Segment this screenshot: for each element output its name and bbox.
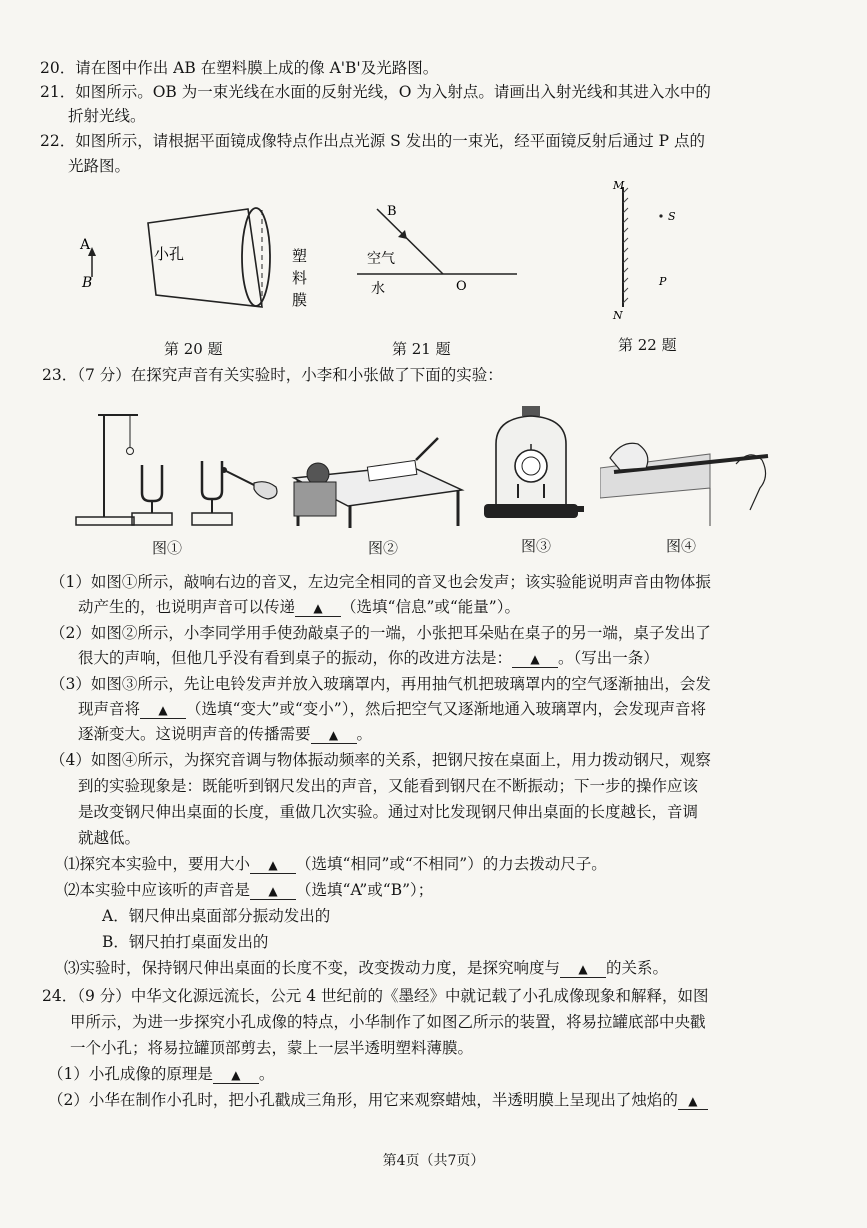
q23-p1-line2: 动产生的，也说明声音可以传递 ▲ （选填“信息”或“能量”）。: [78, 598, 520, 616]
q23-p4-line3: 是改变钢尺伸出桌面的长度，重做几次实验。通过对比发现钢尺伸出桌面的长度越长，音调: [78, 803, 699, 821]
q23-p2-line1: （2）如图②所示，小李同学用手使劲敲桌子的一端，小张把耳朵贴在桌子的另一端，桌子发出了: [50, 624, 711, 642]
q24-p2: （2）小华在制作小孔时，把小孔戳成三角形，用它来观察蜡烛，半透明膜上呈现出了烛焰的 ▲: [48, 1090, 708, 1110]
page-footer: 第4页（共7页）: [382, 1153, 485, 1169]
fig20-label-B: B: [82, 275, 93, 291]
fig20-label-A: A: [80, 237, 91, 253]
fig22-label-S: S: [668, 210, 676, 223]
fig23-2-caption: 图②: [368, 539, 399, 557]
figure-23-4-ruler: [600, 418, 780, 530]
q24-line3: 一个小孔；将易拉罐顶部剪去，蒙上一层半透明塑料薄膜。: [70, 1039, 474, 1057]
fig21-label-O: O: [456, 279, 467, 294]
fig20-film-2: 料: [292, 269, 308, 287]
q23-p4-line1: （4）如图④所示，为探究音调与物体振动频率的关系，把钢尺按在桌面上，用力拨动钢尺，观察: [50, 751, 711, 769]
q23-sub3: ⑶实验时，保持钢尺伸出桌面的长度不变，改变拨动力度，是探究响度与 ▲ 的关系。: [64, 959, 669, 977]
q23-option-a: A．钢尺伸出桌面部分振动发出的: [102, 907, 331, 925]
figure-23-3-bell-jar: [478, 400, 588, 532]
q23-sub1: ⑴探究本实验中，要用大小 ▲ （选填“相同”或“不相同”）的力去拨动尺子。: [64, 855, 607, 873]
can-rim: [242, 208, 270, 306]
q24-p1: （1）小孔成像的原理是 ▲ 。: [48, 1065, 275, 1083]
answer-blank: ▲: [213, 1067, 259, 1084]
fig23-4-caption: 图④: [666, 537, 697, 555]
q23-p3-line1: （3）如图③所示，先让电铃发声并放入玻璃罩内，再用抽气机把玻璃罩内的空气逐渐抽出，会发: [50, 675, 711, 693]
q23-p4-line2: 到的实验现象是：既能听到钢尺发出的声音，又能看到钢尺在不断振动；下一步的操作应该: [78, 777, 699, 795]
fig22-caption: 第 22 题: [618, 336, 677, 354]
q23-p2-line2: 很大的声响，但他几乎没有看到桌子的振动，你的改进方法是： ▲ 。（写出一条）: [78, 649, 659, 667]
figure-20: [70, 195, 330, 320]
q23-option-b: B．钢尺拍打桌面发出的: [102, 933, 269, 951]
q22-line2: 光路图。: [68, 157, 131, 175]
bell-icon: [515, 450, 547, 482]
q23-p1-line1: （1）如图①所示，敲响右边的音叉，左边完全相同的音叉也会发声；该实验能说明声音由物体振: [50, 573, 711, 591]
q23-p4-line4: 就越低。: [78, 829, 141, 847]
answer-blank: ▲: [311, 727, 357, 744]
fig20-caption: 第 20 题: [164, 340, 223, 358]
fig21-water-label: 水: [371, 281, 385, 297]
fig22-label-N: N: [613, 309, 623, 322]
answer-blank: ▲: [250, 883, 296, 900]
fig21-label-B: B: [387, 204, 397, 219]
answer-blank: ▲: [678, 1093, 708, 1110]
q24-line2: 甲所示，为进一步探究小孔成像的特点，小华制作了如图乙所示的装置，将易拉罐底部中央戳: [70, 1013, 706, 1031]
figure-23-2-table: [290, 430, 475, 530]
fig20-film-1: 塑: [292, 247, 308, 265]
q21-line2: 折射光线。: [68, 107, 146, 125]
fig20-hole-label: 小孔: [154, 245, 185, 263]
fig21-air-label: 空气: [367, 251, 395, 267]
fig23-1-caption: 图①: [152, 539, 183, 557]
answer-blank: ▲: [560, 961, 606, 978]
figure-22: [595, 175, 705, 325]
q23-p3-line3: 逐渐变大。这说明声音的传播需要 ▲ 。: [78, 725, 373, 743]
q23-intro: 23．（7 分）在探究声音有关实验时，小李和小张做了下面的实验：: [42, 366, 503, 384]
fig22-label-M: M: [613, 179, 625, 192]
figure-23-1-tuning-forks: [70, 405, 285, 530]
q23-sub2: ⑵本实验中应该听的声音是 ▲ （选填“A”或“B”）；: [64, 881, 434, 899]
figure-21: [355, 195, 530, 305]
q24-line1: 24．（9 分）中华文化源远流长，公元 4 世纪前的《墨经》中就记载了小孔成像现象和解释，如图: [42, 987, 709, 1005]
fig22-label-P: P: [659, 275, 667, 288]
fig23-3-caption: 图③: [521, 537, 552, 555]
point-s: [659, 214, 662, 217]
q20-text: 20．请在图中作出 AB 在塑料膜上成的像 A'B'及光路图。: [40, 59, 439, 77]
q21-line1: 21．如图所示。OB 为一束光线在水面的反射光线，O 为入射点。请画出入射光线和其进入水中的: [40, 83, 711, 101]
fig21-caption: 第 21 题: [392, 340, 451, 358]
answer-blank: ▲: [250, 857, 296, 874]
fig20-film-3: 膜: [292, 291, 308, 309]
q23-p3-line2: 现声音将 ▲ （选填“变大”或“变小”），然后把空气又逐渐地通入玻璃罩内，会发现声音将: [78, 700, 706, 718]
q22-line1: 22．如图所示，请根据平面镜成像特点作出点光源 S 发出的一束光，经平面镜反射后通过 P 点的: [40, 132, 705, 150]
answer-blank: ▲: [295, 600, 341, 617]
answer-blank: ▲: [512, 651, 558, 668]
hand-icon: [254, 482, 277, 499]
answer-blank: ▲: [140, 702, 186, 719]
